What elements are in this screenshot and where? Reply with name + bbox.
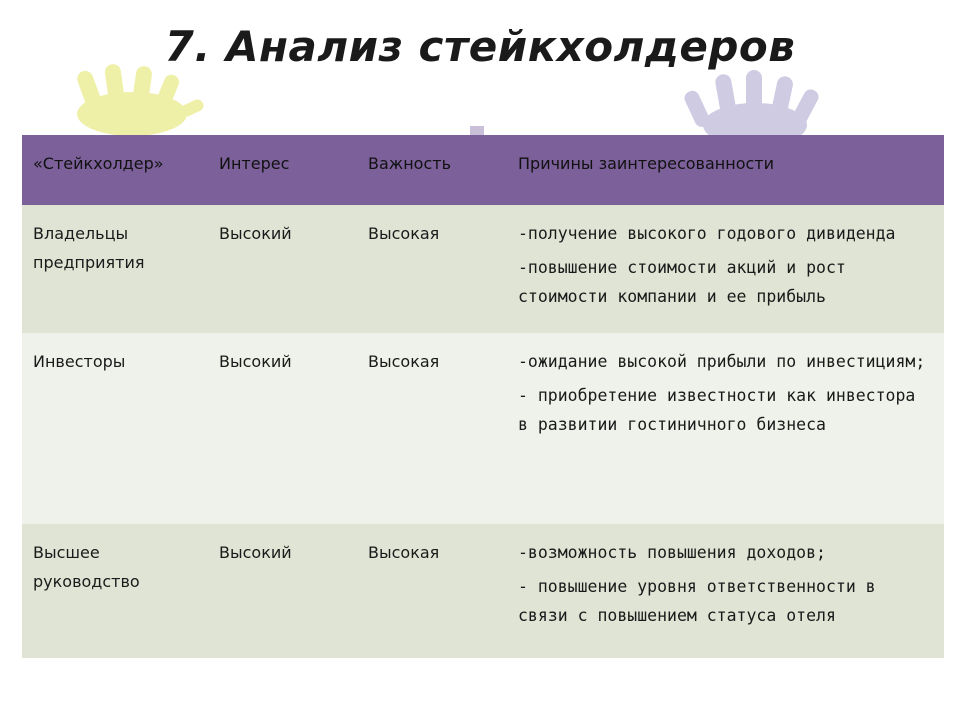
reason-item: -ожидание высокой прибыли по инвестициям;: [518, 352, 926, 371]
importance-cell: Высокая: [368, 224, 440, 243]
stakeholder-cell: Владельцы предприятия: [33, 224, 145, 272]
importance-cell: Высокая: [368, 352, 440, 371]
table-row: [22, 333, 944, 524]
reason-item: -получение высокого годового дивиденда: [518, 224, 896, 243]
stakeholder-cell: Высшее руководство: [33, 543, 140, 591]
table-row: [22, 205, 944, 333]
importance-cell: Высокая: [368, 543, 440, 562]
header-stakeholder: «Стейкхолдер»: [33, 154, 164, 173]
header-reasons: Причины заинтересованности: [518, 154, 774, 173]
yellow-hand-decoration: [62, 62, 207, 140]
reasons-cell: [508, 524, 944, 658]
reasons-cell: [508, 205, 944, 333]
stakeholder-table: [22, 135, 944, 658]
header-interest: Интерес: [219, 154, 290, 173]
stakeholder-cell: Инвесторы: [33, 352, 126, 371]
interest-cell: Высокий: [219, 543, 292, 562]
reason-item: -повышение стоимости акций и рост стоимости компании и ее прибыль: [518, 258, 846, 306]
table-row: [22, 524, 944, 658]
slide-title: 7. Анализ стейкхолдеров: [164, 22, 796, 71]
interest-cell: Высокий: [219, 352, 292, 371]
table-header-row: [22, 135, 944, 205]
reason-item: -возможность повышения доходов;: [518, 543, 826, 562]
reasons-cell: [508, 333, 944, 524]
reason-item: - повышение уровня ответственности в связи с повышением статуса отеля: [518, 577, 876, 625]
reason-item: - приобретение известности как инвестора в развитии гостиничного бизнеса: [518, 386, 916, 434]
interest-cell: Высокий: [219, 224, 292, 243]
header-importance: Важность: [368, 154, 451, 173]
